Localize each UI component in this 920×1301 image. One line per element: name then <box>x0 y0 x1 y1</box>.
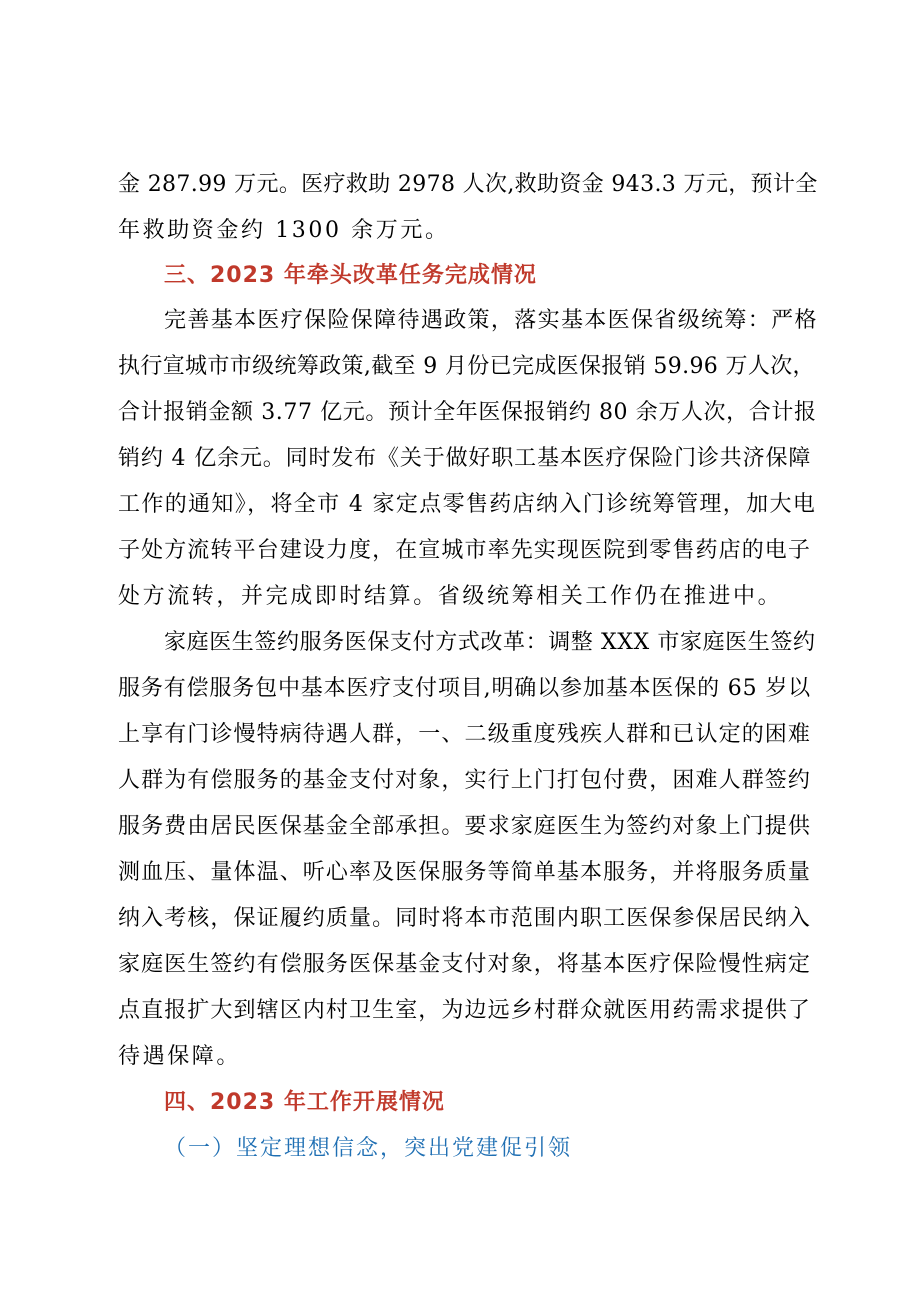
para1-line-7: 处方流转，并完成即时结算。省级统筹相关工作仍在推进中。 <box>118 584 783 609</box>
para1-line-2: 执行宣城市市级统筹政策,截至 9 月份已完成医保报销 59.96 万人次， <box>118 354 815 379</box>
para2-line-9: 点直报扩大到辖区内村卫生室，为边远乡村群众就医用药需求提供了 <box>118 998 812 1023</box>
section-3-heading: 三、2023 年牵头改革任务完成情况 <box>164 263 537 288</box>
para2-line-3: 上享有门诊慢特病待遇人群，一、二级重度残疾人群和已认定的困难 <box>118 722 812 747</box>
para1-line-3: 合计报销金额 3.77 亿元。预计全年医保报销约 80 余万人次，合计报 <box>118 400 817 425</box>
para2-line-10: 待遇保障。 <box>118 1044 242 1069</box>
para1-line-1: 完善基本医疗保险保障待遇政策，落实基本医保省级统筹：严格 <box>164 308 818 333</box>
para2-line-5: 服务费由居民医保基金全部承担。要求家庭医生为签约对象上门提供 <box>118 814 812 839</box>
para1-line-6: 子处方流转平台建设力度，在宣城市率先实现医院到零售药店的电子 <box>118 538 812 563</box>
para1-line-4: 销约 4 亿余元。同时发布《关于做好职工基本医疗保险门诊共济保障 <box>118 446 812 471</box>
section-4-subheading: （一）坚定理想信念，突出党建促引领 <box>164 1136 573 1161</box>
para2-line-7: 纳入考核，保证履约质量。同时将本市范围内职工医保参保居民纳入 <box>118 906 812 931</box>
para1-line-5: 工作的通知》，将全市 4 家定点零售药店纳入门诊统筹管理，加大电 <box>118 492 817 517</box>
para2-line-4: 人群为有偿服务的基金支付对象，实行上门打包付费，困难人群签约 <box>118 768 812 793</box>
para2-line-2: 服务有偿服务包中基本医疗支付项目,明确以参加基本医保的 65 岁以 <box>118 676 812 701</box>
intro-line-1: 金 287.99 万元。医疗救助 2978 人次,救助资金 943.3 万元，预计全 <box>118 172 818 197</box>
intro-line-2: 年救助资金约 1300 余万元。 <box>118 218 450 243</box>
para2-line-1: 家庭医生签约服务医保支付方式改革：调整 XXX 市家庭医生签约 <box>164 630 816 655</box>
para2-line-8: 家庭医生签约有偿服务医保基金支付对象，将基本医疗保险慢性病定 <box>118 952 812 977</box>
para2-line-6: 测血压、量体温、听心率及医保服务等简单基本服务，并将服务质量 <box>118 860 812 885</box>
section-4-heading: 四、2023 年工作开展情况 <box>164 1090 445 1115</box>
